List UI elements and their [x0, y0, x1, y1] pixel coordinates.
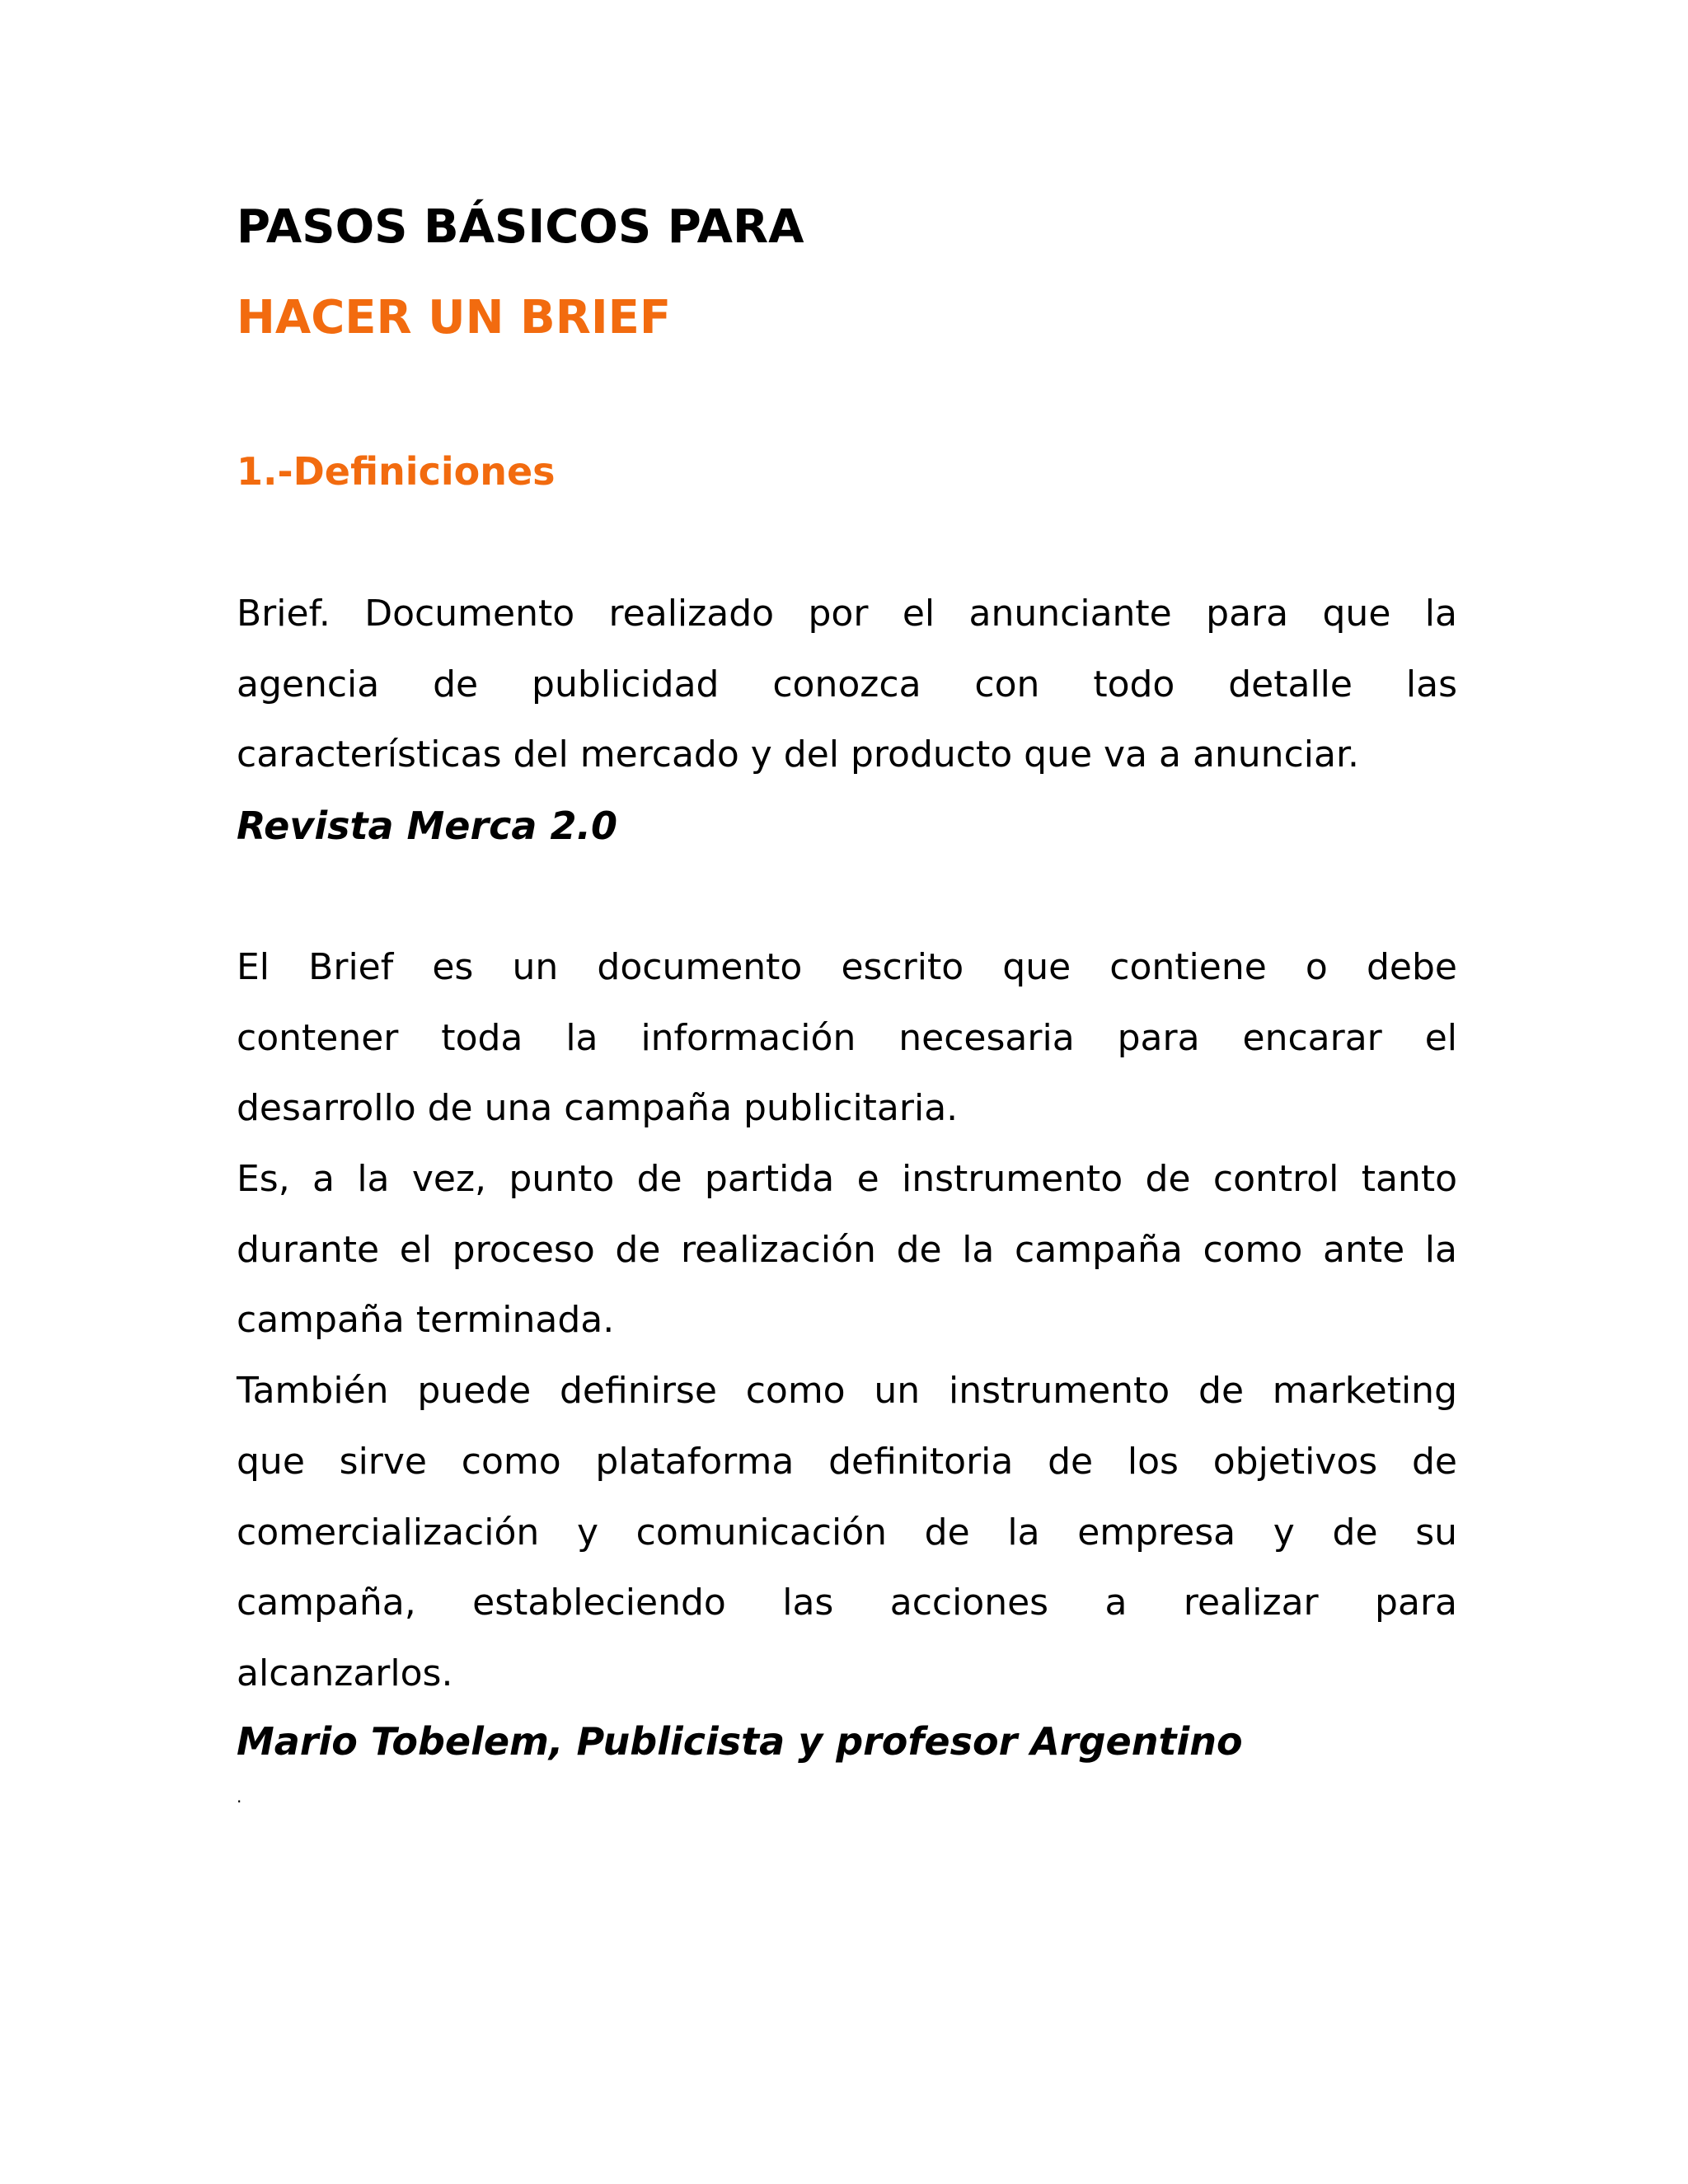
title-line-1: PASOS BÁSICOS PARA	[237, 200, 804, 254]
footer-mark: .	[237, 1787, 242, 1807]
paragraph-line: durante el proceso de realización de la campaña como ante la	[237, 1228, 1457, 1271]
paragraph-line: campaña terminada.	[237, 1299, 615, 1342]
paragraph-line: contener toda la información necesaria para encarar el	[237, 1016, 1457, 1059]
definition-paragraph-2	[237, 932, 1457, 1709]
definition-paragraph-1	[237, 579, 1457, 790]
section-heading: 1.-Definiciones	[237, 449, 556, 494]
citation-source-1: Revista Merca 2.0	[237, 804, 617, 848]
paragraph-line: El Brief es un documento escrito que contiene o debe	[237, 946, 1457, 988]
paragraph-line: campaña, estableciendo las acciones a realizar para	[237, 1582, 1457, 1624]
paragraph-line: características del mercado y del producto que va a anunciar.	[237, 733, 1359, 776]
paragraph-line: alcanzarlos.	[237, 1652, 453, 1694]
paragraph-line: agencia de publicidad conozca con todo detalle las	[237, 663, 1457, 705]
paragraph-line: desarrollo de una campaña publicitaria.	[237, 1087, 959, 1130]
paragraph-line: También puede definirse como un instrumento de marketing	[237, 1370, 1457, 1413]
paragraph-line: comercialización y comunicación de la empresa y de su	[237, 1511, 1457, 1554]
paragraph-line: que sirve como plataforma definitoria de los objetivos de	[237, 1440, 1457, 1483]
citation-source-2: Mario Tobelem, Publicista y profesor Argentino	[237, 1719, 1243, 1764]
title-line-2: HACER UN BRIEF	[237, 291, 672, 344]
paragraph-line: Es, a la vez, punto de partida e instrumento de control tanto	[237, 1158, 1457, 1201]
paragraph-line: Brief. Documento realizado por el anunciante para que la	[237, 593, 1457, 635]
